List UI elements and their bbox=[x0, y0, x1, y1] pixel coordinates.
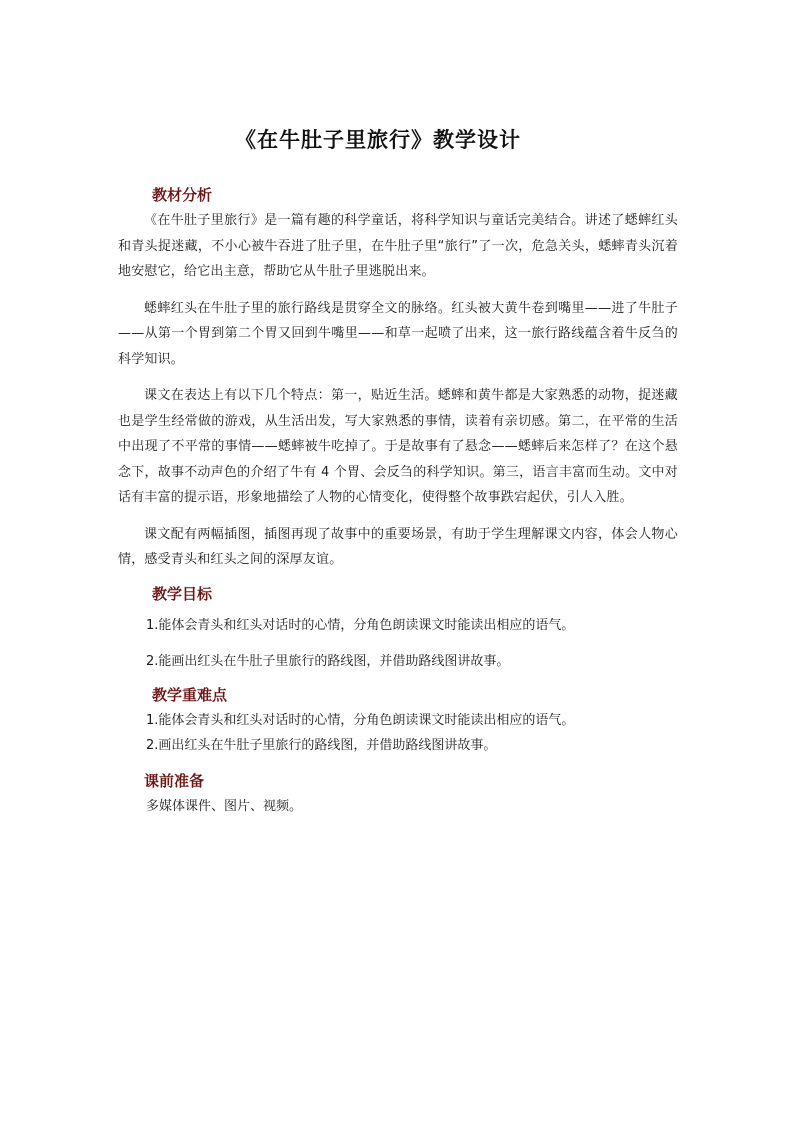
analysis-paragraph-4: 课文配有两幅插图，插图再现了故事中的重要场景，有助于学生理解课文内容，体会人物心情，感受青头和红头之间的深厚友谊。 bbox=[118, 526, 678, 567]
key-point-item-2: 2.画出红头在牛肚子里旅行的路线图，并借助路线图讲故事。 bbox=[146, 737, 497, 753]
analysis-paragraph-2: 蟋蟀红头在牛肚子里的旅行路线是贯穿全文的脉络。红头被大黄牛卷到嘴里——进了牛肚子——从第一个胃到第二个胃又回到牛嘴里——和草一起喷了出来，这一旅行路线蕴含着牛反刍的科学知识。 bbox=[118, 300, 678, 367]
analysis-paragraph-3: 课文在表达上有以下几个特点：第一，贴近生活。蟋蟀和黄牛都是大家熟悉的动物，捉迷藏也是学生经常做的游戏，从生活出发，写大家熟悉的事情，读着有亲切感。第二，在平常的生活中出现了不平常的事情——蟋蟀被牛吃掉了。于是故事有了悬念——蟋蟀后来怎样了？在这个悬念下，故事不动声色的介绍了牛有 4 个胃、会反刍的科学知识。第三，语言丰富而生动。文中对话有丰富的提示语，形象地描绘了人物的心情变化，使得整个故事跌宕起伏，引人入胜。 bbox=[118, 388, 678, 505]
document-body bbox=[118, 182, 678, 819]
analysis-paragraph-1: 《在牛肚子里旅行》是一篇有趣的科学童话，将科学知识与童话完美结合。讲述了蟋蟀红头和青头捉迷藏，不小心被牛吞进了肚子里，在牛肚子里“旅行”了一次，危急关头，蟋蟀青头沉着地安慰它，给它出主意，帮助它从牛肚子里逃脱出来。 bbox=[118, 213, 678, 279]
key-point-item-1: 1.能体会青头和红头对话时的心情，分角色朗读课文时能读出相应的语气。 bbox=[146, 712, 575, 728]
preparation-text: 多媒体课件、图片、视频。 bbox=[146, 798, 303, 814]
section-heading-goals: 教学目标 bbox=[152, 584, 213, 603]
document-title: 《在牛肚子里旅行》教学设计 bbox=[235, 127, 521, 152]
section-heading-analysis: 教材分析 bbox=[152, 186, 213, 204]
section-heading-key-points: 教学重难点 bbox=[152, 685, 228, 704]
goal-item-1: 1.能体会青头和红头对话时的心情，分角色朗读课文时能读出相应的语气。 bbox=[146, 617, 575, 633]
section-heading-preparation: 课前准备 bbox=[144, 771, 205, 790]
goal-item-2: 2.能画出红头在牛肚子里旅行的路线图，并借助路线图讲故事。 bbox=[146, 653, 510, 669]
